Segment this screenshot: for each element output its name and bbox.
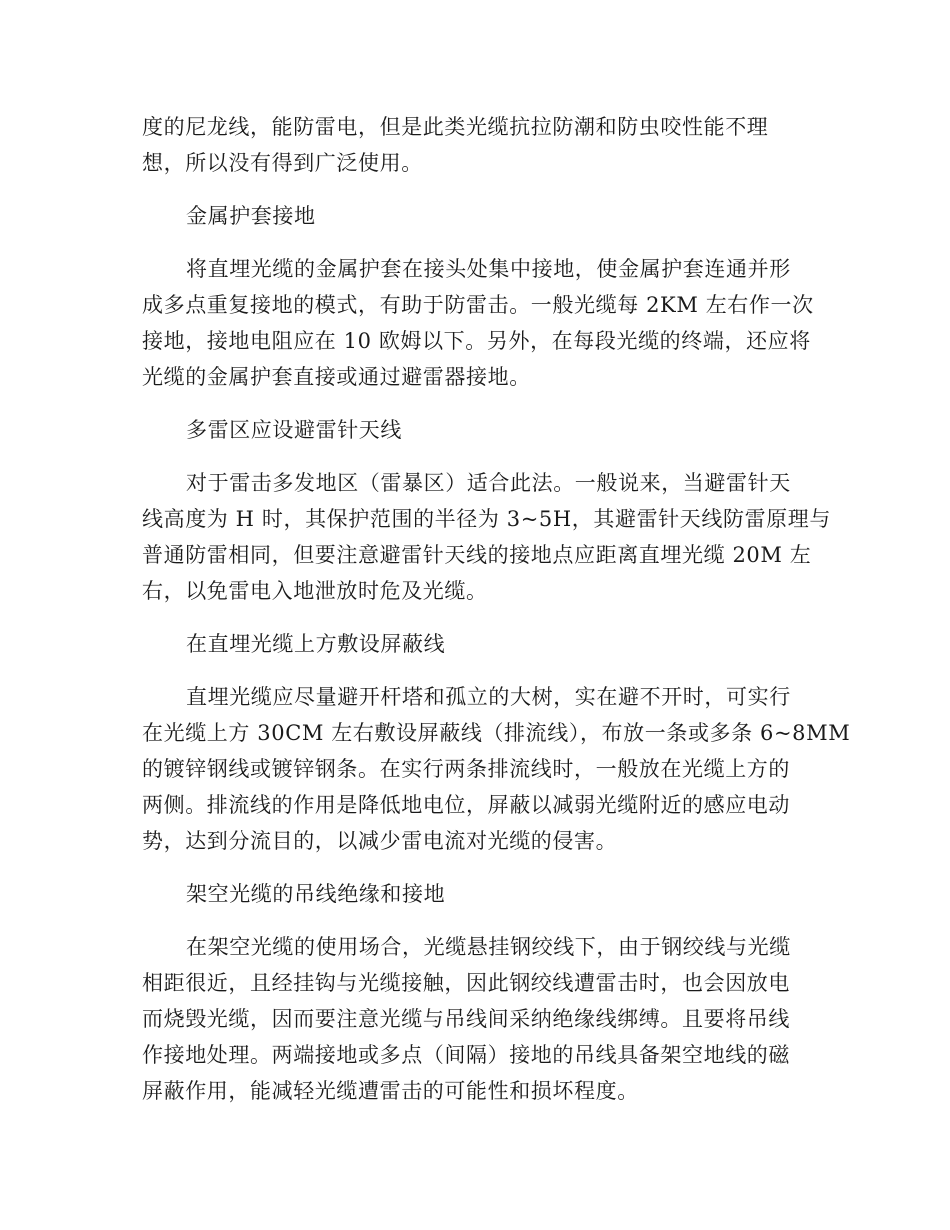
paragraph-line: 光缆的金属护套直接或通过避雷器接地。 (142, 365, 531, 389)
paragraph-line: 直埋光缆应尽量避开杆塔和孤立的大树，实在避不开时，可实行 (186, 685, 791, 709)
paragraph-line: 将直埋光缆的金属护套在接头处集中接地，使金属护套连通并形 (186, 257, 791, 281)
paragraph-line: 对于雷击多发地区（雷暴区）适合此法。一般说来，当避雷针天 (186, 471, 791, 495)
paragraph-line: 右，以免雷电入地泄放时危及光缆。 (142, 579, 488, 603)
paragraph-line: 度的尼龙线，能防雷电，但是此类光缆抗拉防潮和防虫咬性能不理 (142, 115, 769, 139)
paragraph-line: 普通防雷相同，但要注意避雷针天线的接地点应距离直埋光缆 20M 左 (142, 543, 812, 567)
paragraph-line: 的镀锌钢线或镀锌钢条。在实行两条排流线时，一般放在光缆上方的 (142, 757, 790, 781)
section-heading: 架空光缆的吊线绝缘和接地 (186, 882, 446, 906)
paragraph-line: 线高度为 H 时，其保护范围的半径为 3~5H，其避雷针天线防雷原理与 (142, 507, 831, 531)
paragraph-line: 而烧毁光缆，因而要注意光缆与吊线间采纳绝缘线绑缚。且要将吊线 (142, 1007, 790, 1031)
section-heading: 金属护套接地 (186, 204, 316, 228)
paragraph-line: 在光缆上方 30CM 左右敷设屏蔽线（排流线），布放一条或多条 6~8MM (142, 721, 851, 745)
paragraph-line: 两侧。排流线的作用是降低地电位，屏蔽以减弱光缆附近的感应电动 (142, 793, 790, 817)
paragraph-line: 屏蔽作用，能减轻光缆遭雷击的可能性和损坏程度。 (142, 1079, 639, 1103)
paragraph-line: 在架空光缆的使用场合，光缆悬挂钢绞线下，由于钢绞线与光缆 (186, 935, 791, 959)
paragraph-line: 作接地处理。两端接地或多点（间隔）接地的吊线具备架空地线的磁 (142, 1043, 790, 1067)
paragraph-line: 想，所以没有得到广泛使用。 (142, 151, 423, 175)
section-heading: 在直埋光缆上方敷设屏蔽线 (186, 632, 446, 656)
section-heading: 多雷区应设避雷针天线 (186, 418, 402, 442)
paragraph-line: 势，达到分流目的，以减少雷电流对光缆的侵害。 (142, 829, 618, 853)
paragraph-line: 接地，接地电阻应在 10 欧姆以下。另外，在每段光缆的终端，还应将 (142, 329, 811, 353)
paragraph-line: 相距很近，且经挂钩与光缆接触，因此钢绞线遭雷击时，也会因放电 (142, 971, 790, 995)
paragraph-line: 成多点重复接地的模式，有助于防雷击。一般光缆每 2KM 左右作一次 (142, 293, 814, 317)
